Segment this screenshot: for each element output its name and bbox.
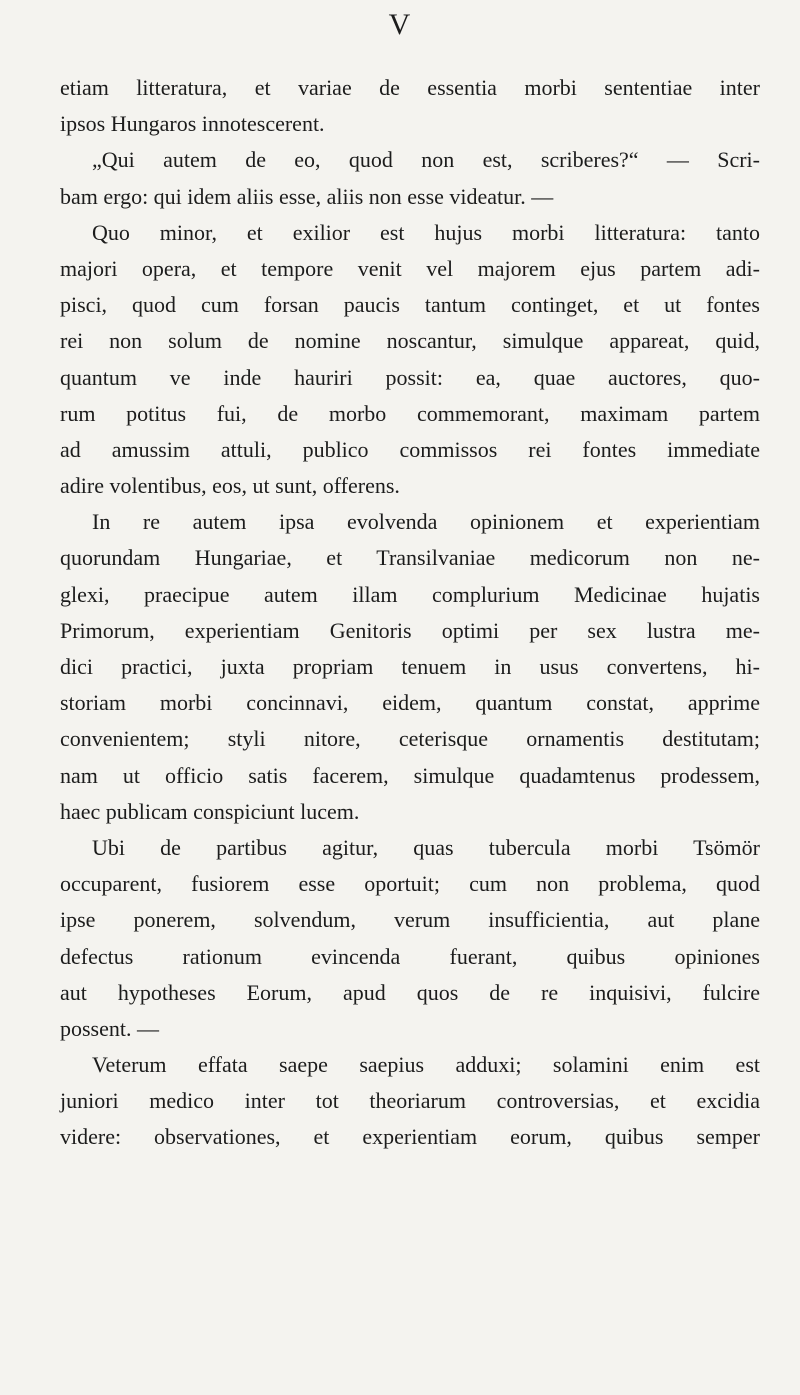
text-line: quorundam Hungariae, et Transilvaniae medicorum non ne-: [60, 545, 760, 571]
text-line: ipse ponerem, solvendum, verum insufficientia, aut plane: [60, 907, 760, 933]
text-line: etiam litteratura, et variae de essentia morbi sententiae inter: [60, 75, 760, 100]
text-line: defectus rationum evincenda fuerant, quibus opiniones: [60, 943, 760, 969]
text-line: occuparent, fusiorem esse oportuit; cum non problema, quod: [60, 871, 760, 897]
text-line: ipsos Hungaros innotescerent.: [60, 111, 325, 137]
text-line: pisci, quod cum forsan paucis tantum continget, et ut fontes: [60, 292, 760, 318]
text-line: ad amussim attuli, publico commissos rei fontes immediate: [60, 436, 760, 462]
text-line: rum potitus fui, de morbo commemorant, maximam partem: [60, 400, 760, 426]
text-line: Ubi de partibus agitur, quas tubercula morbi Tsömör: [92, 834, 760, 860]
text-line: possent. —: [60, 1015, 159, 1041]
text-line: „Qui autem de eo, quod non est, scriberes?“ — Scri-: [92, 147, 760, 173]
text-line: majori opera, et tempore venit vel majorem ejus partem adi-: [60, 255, 760, 281]
text-line: convenientem; styli nitore, ceterisque ornamentis destitutam;: [60, 726, 760, 752]
text-line: juniori medico inter tot theoriarum controversias, et excidia: [60, 1088, 760, 1114]
text-line: nam ut officio satis facerem, simulque quadamtenus prodessem,: [60, 762, 760, 788]
text-line: dici practici, juxta propriam tenuem in usus convertens, hi-: [60, 654, 760, 679]
text-line: videre: observationes, et experientiam eorum, quibus semper: [60, 1124, 760, 1150]
body-text: [60, 70, 760, 1156]
text-line: glexi, praecipue autem illam complurium Medicinae hujatis: [60, 581, 760, 607]
text-line: Quo minor, et exilior est hujus morbi litteratura: tanto: [92, 219, 760, 245]
text-line: rei non solum de nomine noscantur, simulque appareat, quid,: [60, 328, 760, 354]
text-line: adire volentibus, eos, ut sunt, offerens.: [60, 473, 400, 499]
page-number: V: [388, 8, 412, 41]
text-line: haec publicam conspiciunt lucem.: [60, 798, 360, 824]
text-line: storiam morbi concinnavi, eidem, quantum constat, apprime: [60, 690, 760, 716]
text-line: In re autem ipsa evolvenda opinionem et experientiam: [92, 509, 760, 535]
text-line: bam ergo: qui idem aliis esse, aliis non esse videatur. —: [60, 183, 554, 209]
text-line: Primorum, experientiam Genitoris optimi per sex lustra me-: [60, 617, 760, 643]
text-line: aut hypotheses Eorum, apud quos de re inquisivi, fulcire: [60, 979, 760, 1005]
text-line: Veterum effata saepe saepius adduxi; solamini enim est: [92, 1052, 760, 1078]
text-line: quantum ve inde hauriri possit: ea, quae auctores, quo-: [60, 364, 760, 390]
